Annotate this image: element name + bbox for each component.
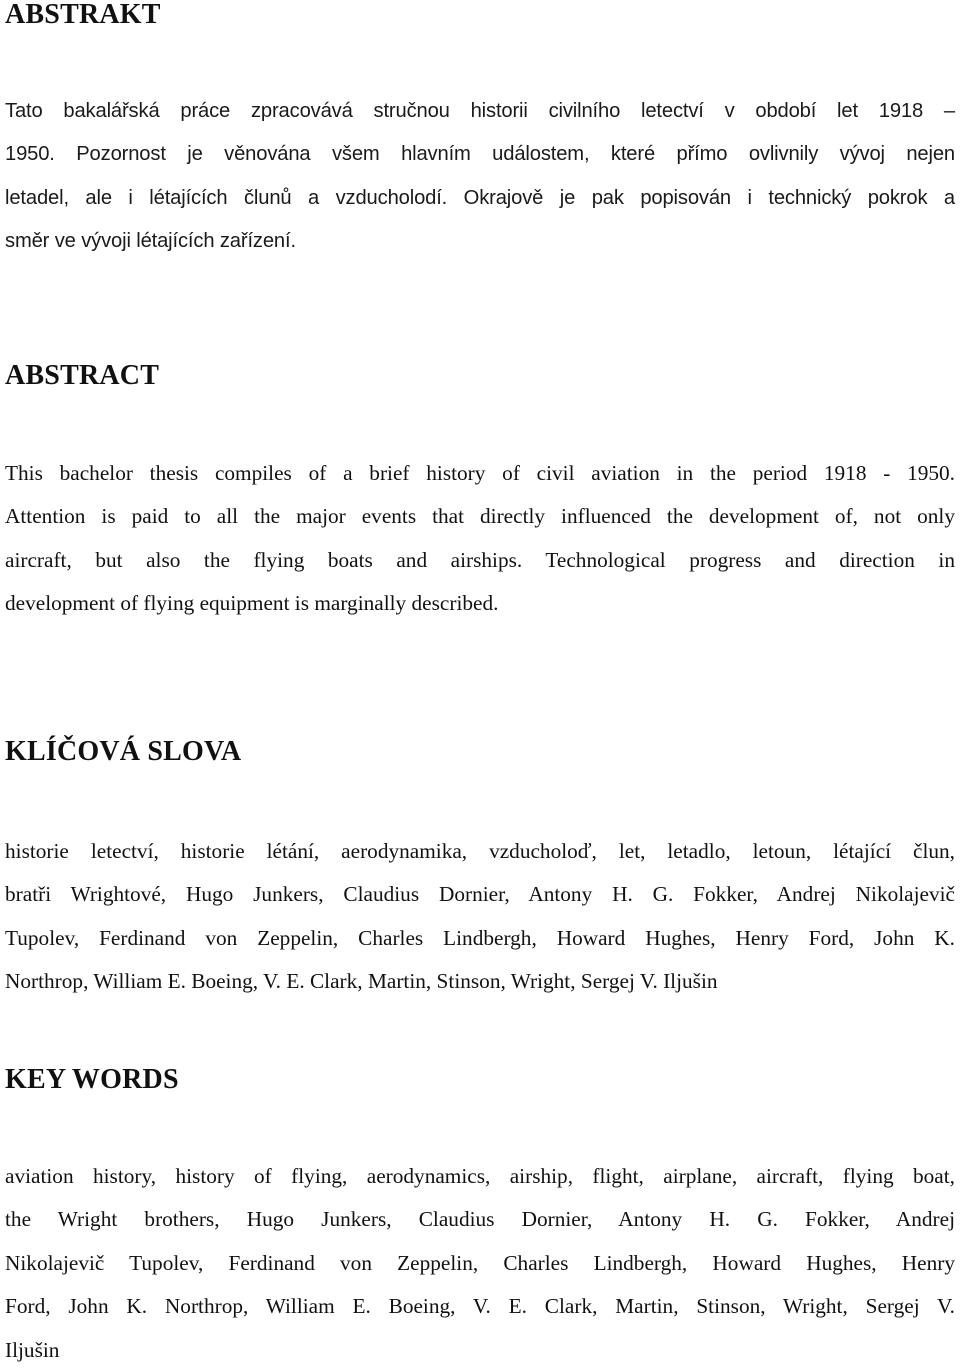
text-line: development of flying equipment is marginally described. [5,591,499,616]
text-line: Nikolajevič Tupolev, Ferdinand von Zeppelin, Charles Lindbergh, Howard Hughes, Henry [5,1250,955,1275]
text-line: 1950. Pozornost je věnována všem hlavním událostem, které přímo ovlivnily vývoj nejen [5,143,955,166]
text-line: letadel, ale i létajících člunů a vzducholodí. Okrajově je pak popisován i technický pokrok a [5,186,955,209]
heading-key-words: KEY WORDS [5,1064,179,1095]
abstrakt-paragraph [5,90,955,264]
text-line: směr ve vývoji létajících zařízení. [5,230,296,253]
klicova-slova-paragraph [5,830,955,1004]
text-line: historie letectví, historie létání, aerodynamika, vzducholoď, let, letadlo, letoun, létající člun, [5,839,955,863]
text-line: aircraft, but also the flying boats and airships. Technological progress and direction in [5,547,955,572]
text-line: This bachelor thesis compiles of a brief history of civil aviation in the period 1918 - 1950. [5,461,955,485]
text-line: Tato bakalářská práce zpracovává stručnou historii civilního letectví v období let 1918 – [5,100,955,122]
abstract-paragraph [5,452,955,626]
heading-abstract: ABSTRACT [5,360,160,391]
text-line: bratři Wrightové, Hugo Junkers, Claudius Dornier, Antony H. G. Fokker, Andrej Nikolajevič [5,882,955,907]
text-line: Ford, John K. Northrop, William E. Boeing, V. E. Clark, Martin, Stinson, Wright, Sergej V. [5,1294,955,1319]
heading-klicova-slova: KLÍČOVÁ SLOVA [5,736,242,767]
key-words-paragraph [5,1155,955,1372]
text-line: aviation history, history of flying, aerodynamics, airship, flight, airplane, aircraft, flying boat, [5,1164,955,1188]
text-line: Northrop, William E. Boeing, V. E. Clark, Martin, Stinson, Wright, Sergej V. Iljušin [5,969,718,994]
text-line: Attention is paid to all the major events that directly influenced the development of, not only [5,504,955,529]
heading-abstrakt: ABSTRAKT [5,0,161,30]
text-line: Iljušin [5,1337,60,1362]
text-line: the Wright brothers, Hugo Junkers, Claudius Dornier, Antony H. G. Fokker, Andrej [5,1207,955,1232]
text-line: Tupolev, Ferdinand von Zeppelin, Charles Lindbergh, Howard Hughes, Henry Ford, John K. [5,925,955,950]
